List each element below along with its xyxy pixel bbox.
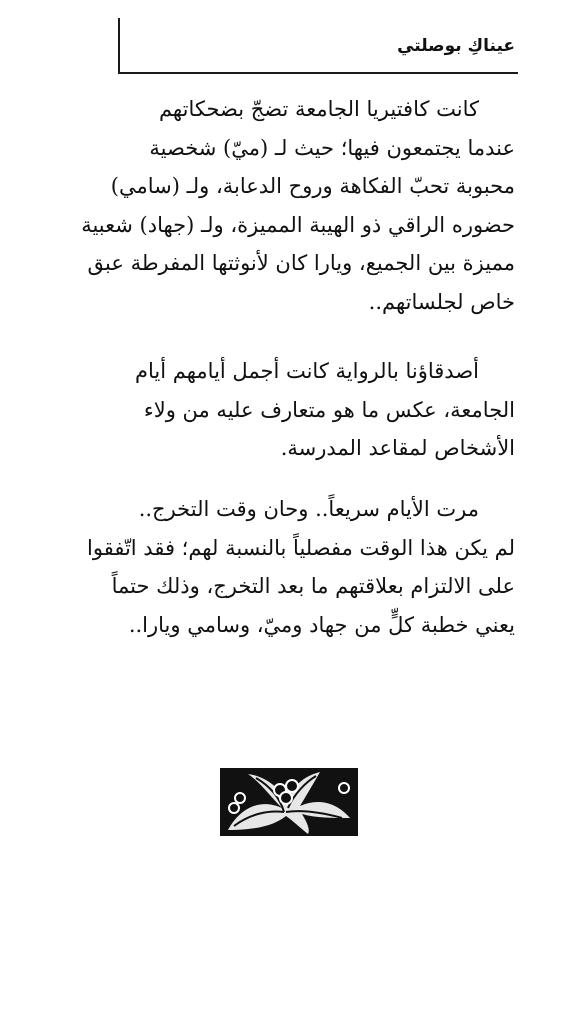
paragraph-line: الأشخاص لمقاعد المدرسة. xyxy=(280,436,515,460)
paragraph-1 xyxy=(65,90,515,321)
paragraph-line: لم يكن هذا الوقت مفصلياً بالنسبة لهم؛ فقد اتّفقوا xyxy=(87,535,515,560)
paragraph-line: أصدقاؤنا بالرواية كانت أجمل أيامهم أيام xyxy=(135,359,479,383)
paragraph-line: خاص لجلساتهم.. xyxy=(368,289,515,314)
paragraph-line: محبوبة تحبّ الفكاهة وروح الدعابة، ولـ (سامي) xyxy=(110,174,515,198)
paragraph-line: مميزة بين الجميع، ويارا كان لأنوثتها المفرطة عبق xyxy=(87,251,515,275)
header-horizontal-rule xyxy=(118,72,518,74)
paragraph-line: كانت كافتيريا الجامعة تضجّ بضحكاتهم xyxy=(158,97,479,121)
paragraph-line: مرت الأيام سريعاً.. وحان وقت التخرج.. xyxy=(138,497,479,521)
paragraph-3 xyxy=(65,490,515,644)
paragraph-line: حضوره الراقي ذو الهيبة المميزة، ولـ (جهاد) شعبية xyxy=(81,212,515,237)
paragraph-line: الجامعة، عكس ما هو متعارف عليه من ولاء xyxy=(143,397,515,422)
paragraph-line: على الالتزام بعلاقتهم ما بعد التخرج، وذلك حتماً xyxy=(111,574,515,598)
paragraph-2 xyxy=(65,352,515,468)
header-vertical-rule xyxy=(118,18,120,74)
running-title: عيناكِ بوصلتي xyxy=(397,36,515,56)
paragraph-line: عندما يجتمعون فيها؛ حيث لـ (ميّ) شخصية xyxy=(149,135,515,160)
paragraph-line: يعني خطبة كلٍّ من جهاد وميّ، وسامي ويارا.. xyxy=(128,612,515,637)
holly-ornament-icon xyxy=(220,768,358,836)
